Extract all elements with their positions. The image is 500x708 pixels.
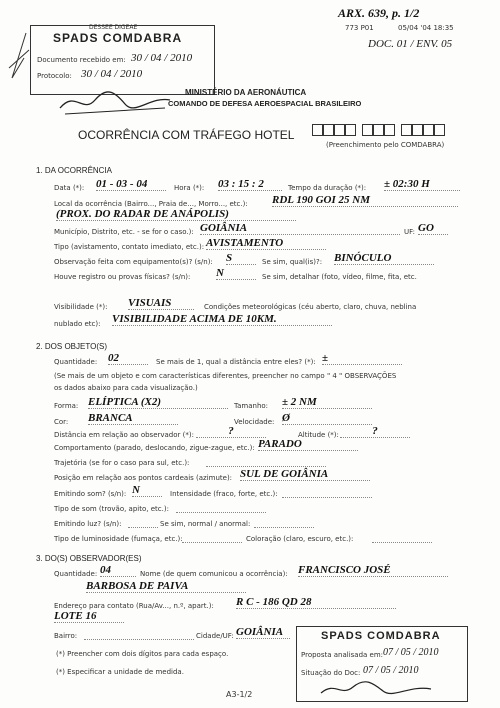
stamp-subtitle: DESSEE DIGEAE	[89, 24, 138, 31]
analysis-stamp-title: SPADS COMDABRA	[321, 630, 441, 642]
uf-label: UF:	[404, 228, 415, 236]
control-box	[434, 124, 445, 136]
protocol-label: Protocolo:	[37, 72, 72, 80]
hour-label: Hora (*):	[174, 184, 205, 192]
section-3-title: 3. DO(S) OBSERVADOR(ES)	[36, 554, 142, 563]
city-uf-value: GOIÂNIA	[236, 626, 290, 639]
type-value: AVISTAMENTO	[206, 237, 326, 250]
status-label: Situação do Doc:	[301, 669, 361, 677]
received-date: 30 / 04 / 2010	[131, 52, 193, 64]
equipment-which-label: Se sim, qual(is)?:	[262, 258, 323, 266]
uf-value: GO	[418, 222, 448, 235]
observer-name-continued: BARBOSA DE PAIVA	[86, 580, 246, 593]
address-continued: LOTE 16	[54, 610, 124, 623]
duration-value: ± 02:30 H	[384, 178, 460, 191]
document-envelope-ref: DOC. 01 / ENV. 05	[368, 38, 453, 50]
sound-label: Emitindo som? (s/n):	[54, 490, 127, 498]
control-box	[345, 124, 356, 136]
intensity-label: Intensidade (fraco, forte, etc.):	[170, 490, 278, 498]
control-boxes	[312, 124, 445, 136]
registry-detail-label: Se sim, detalhar (foto, vídeo, filme, fita, etc.	[262, 273, 417, 281]
position-label: Posição em relação aos pontos cardeais (azimute):	[54, 474, 233, 482]
observer-name-value: FRANCISCO JOSÉ	[298, 564, 448, 577]
hour-value: 03 : 15 : 2	[218, 178, 282, 191]
section-1-title: 1. DA OCORRÊNCIA	[36, 166, 113, 175]
duration-label: Tempo da duração (*):	[288, 184, 367, 192]
object-qty-value: 02	[108, 352, 148, 365]
color-label: Cor:	[54, 418, 69, 426]
lights-label: Emitindo luz? (s/n):	[54, 520, 122, 528]
equipment-value: S	[226, 252, 256, 265]
coloring-line	[372, 542, 432, 543]
visibility-value: VISUAIS	[128, 297, 194, 310]
footer-note-2: (*) Especificar a unidade de medida.	[56, 668, 184, 676]
control-box	[401, 124, 412, 136]
control-box	[384, 124, 395, 136]
object-distance-label: Se mais de 1, qual a distância entre eles? (*):	[156, 358, 316, 366]
control-box	[362, 124, 373, 136]
object-distance-value: ±	[322, 352, 402, 365]
meteorology-value: VISIBILIDADE ACIMA DE 10KM.	[112, 313, 332, 326]
smoke-line	[182, 542, 242, 543]
date-value: 01 - 03 - 04	[96, 178, 166, 191]
bairro-line	[84, 639, 194, 640]
control-box	[412, 124, 423, 136]
meteorology-label: Condições meteorológicas (céu aberto, claro, chuva, neblina	[204, 303, 417, 311]
address-value: R C - 186 QD 28	[236, 596, 396, 609]
observer-qty-label: Quantidade:	[54, 570, 98, 578]
sound-type-label: Tipo de som (trovão, apito, etc.):	[54, 505, 169, 513]
control-box	[323, 124, 334, 136]
place-value-continued: (PROX. DO RADAR DE ANÁPOLIS)	[56, 208, 296, 221]
observer-qty-value: 04	[100, 564, 136, 577]
smoke-label: Tipo de luminosidade (fumaça, etc.):	[54, 535, 183, 543]
status-date: 07 / 05 / 2010	[363, 665, 419, 676]
command-line: COMANDO DE DEFESA AEROESPACIAL BRASILEIRO	[168, 99, 362, 108]
lights-line	[128, 527, 158, 528]
type-label: Tipo (avistamento, contato imediato, etc.):	[54, 243, 205, 251]
form-title: OCORRÊNCIA COM TRÁFEGO HOTEL	[78, 128, 295, 142]
bairro-label: Bairro:	[54, 632, 78, 640]
speed-value: Ø	[282, 412, 372, 425]
signature-bottom	[317, 679, 437, 699]
city-label: Município, Distrito, etc. - se for o caso.):	[54, 228, 194, 236]
color-value: BRANCA	[88, 412, 178, 425]
lights-normal-label: Se sim, normal / anormal:	[160, 520, 251, 528]
observer-distance-label: Distância em relação ao observador (*):	[54, 431, 194, 439]
city-value: GOIÂNIA	[200, 222, 400, 235]
control-box	[312, 124, 323, 136]
received-stamp	[30, 25, 215, 95]
registry-label: Houve registro ou provas físicas? (s/n):	[54, 273, 191, 281]
signature-top	[55, 86, 175, 118]
visibility-label: Visibilidade (*):	[54, 303, 108, 311]
intensity-line	[282, 497, 372, 498]
size-label: Tamanho:	[234, 402, 269, 410]
analysis-stamp	[296, 626, 468, 702]
object-note-1: (Se mais de um objeto e com características diferentes, preencher no campo " 4 " OBSERVAÇÕES	[54, 372, 397, 380]
archive-reference: ARX. 639, p. 1/2	[338, 6, 420, 20]
equipment-which-value: BINÓCULO	[334, 252, 434, 265]
protocol-date: 30 / 04 / 2010	[81, 68, 143, 80]
control-box	[373, 124, 384, 136]
shape-value: ELÍPTICA (X2)	[88, 396, 228, 409]
footer-note-1: (*) Preencher com dois dígitos para cada espaço.	[56, 650, 229, 658]
sound-value: N	[132, 484, 162, 497]
behavior-label: Comportamento (parado, deslocando, zigue-zague, etc.):	[54, 444, 255, 452]
address-label: Endereço para contato (Rua/Av..., n.º, apart.):	[54, 602, 214, 610]
observer-name-label: Nome (de quem comunicou a ocorrência):	[140, 570, 288, 578]
control-box	[334, 124, 345, 136]
city-uf-label: Cidade/UF:	[196, 632, 234, 640]
registry-value: N	[216, 267, 256, 280]
received-label: Documento recebido em:	[37, 56, 126, 64]
equipment-label: Observação feita com equipamento(s)? (s/n):	[54, 258, 213, 266]
speed-label: Velocidade:	[234, 418, 275, 426]
behavior-value: PARADO	[258, 438, 358, 451]
altitude-label: Altitude (*):	[298, 431, 339, 439]
pen-mark-left	[4, 28, 34, 88]
observer-distance-value: ?	[196, 425, 266, 438]
altitude-value: ?	[340, 425, 410, 438]
page-number: A3-1/2	[226, 690, 253, 699]
stamp-title: SPADS COMDABRA	[53, 31, 183, 45]
trajectory-line	[206, 466, 326, 467]
position-value: SUL DE GOIÂNIA	[240, 468, 370, 481]
place-label: Local da ocorrência (Bairro..., Praia de..., Morro..., etc.):	[54, 200, 248, 208]
analysis-date: 07 / 05 / 2010	[383, 647, 439, 658]
coloring-label: Coloração (claro, escuro, etc.):	[246, 535, 354, 543]
section-2-title: 2. DOS OBJETO(S)	[36, 342, 107, 351]
fax-date: 05/04 '04 18:35	[398, 24, 454, 32]
shape-label: Forma:	[54, 402, 79, 410]
meteorology-label-continued: nublado etc):	[54, 320, 101, 328]
place-value: RDL 190 GOI 25 NM	[272, 194, 458, 207]
size-value: ± 2 NM	[282, 396, 372, 409]
trajectory-label: Trajetória (se for o caso para sul, etc.):	[54, 459, 190, 467]
object-note-2: os dados abaixo para cada visualização.)	[54, 384, 198, 392]
sound-type-line	[176, 512, 266, 513]
fill-note: (Preenchimento pelo COMDABRA)	[326, 141, 445, 149]
ministry-line: MINISTÉRIO DA AERONÁUTICA	[185, 88, 307, 97]
date-label: Data (*):	[54, 184, 85, 192]
lights-normal-line	[254, 527, 314, 528]
object-qty-label: Quantidade:	[54, 358, 98, 366]
control-box	[423, 124, 434, 136]
fax-code: 773 P01	[345, 24, 374, 32]
analysis-label: Proposta analisada em:	[301, 651, 384, 659]
